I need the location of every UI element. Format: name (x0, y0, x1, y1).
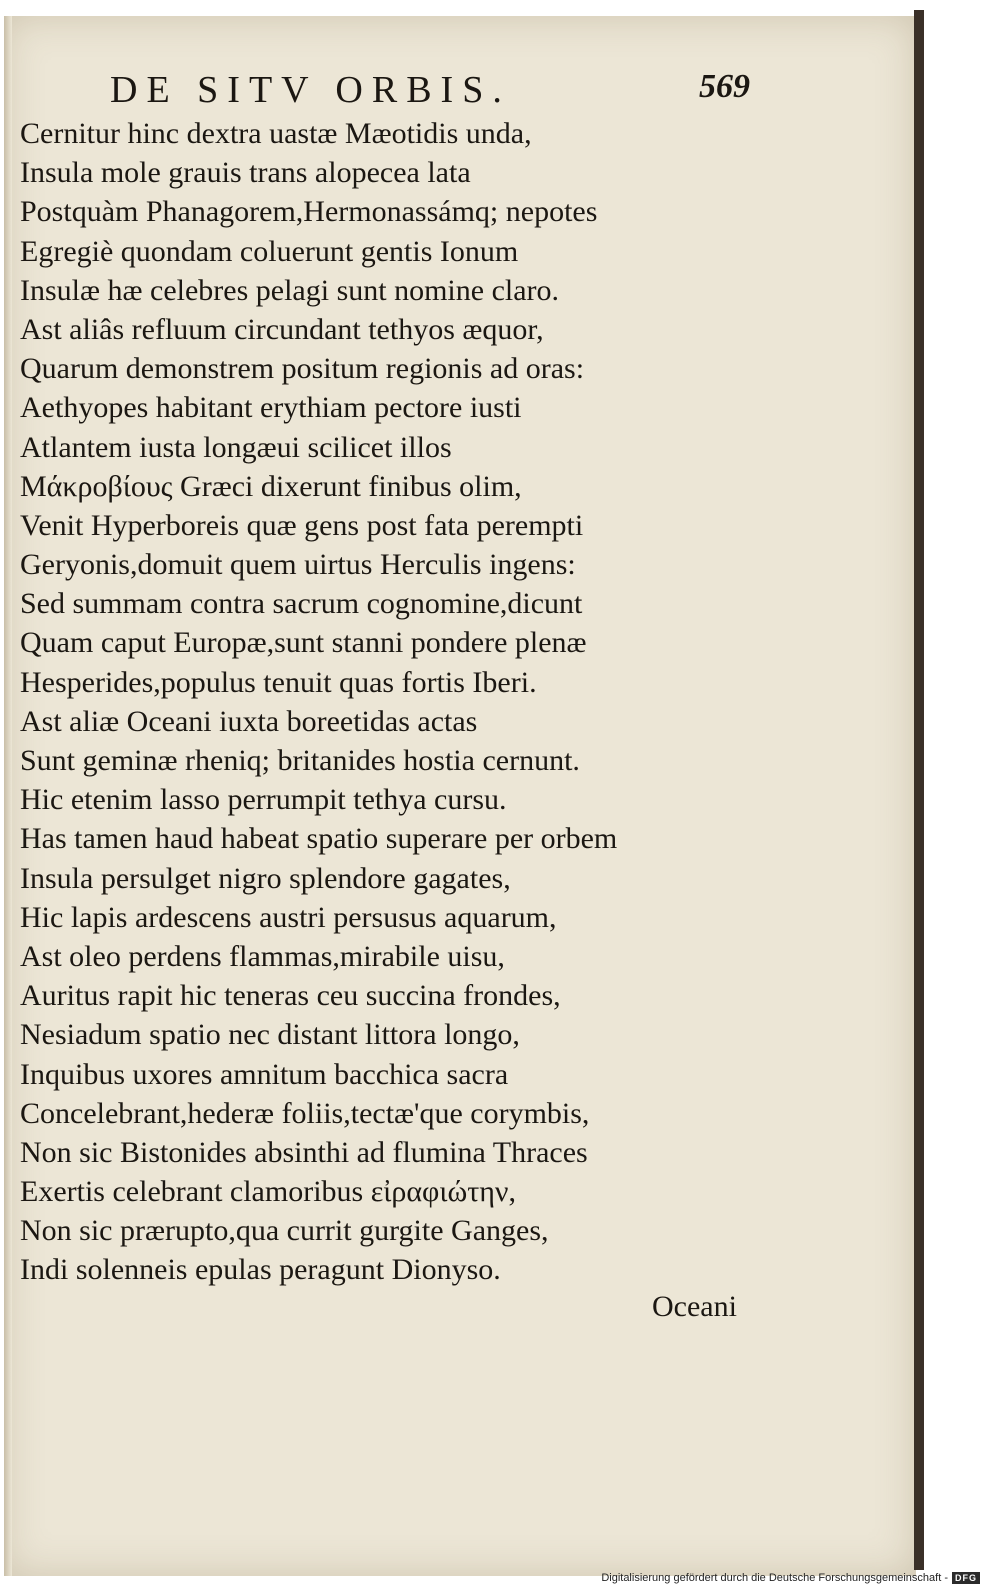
verse-line: Geryonis,domuit quem uirtus Herculis ingens: (20, 548, 576, 582)
verse-line: Venit Hyperboreis quæ gens post fata perempti (20, 508, 584, 542)
verse-line: Hic lapis ardescens austri persusus aquarum, (20, 900, 557, 934)
verse-line: Ast oleo perdens flammas,mirabile uisu, (20, 939, 505, 973)
credit-text: Digitalisierung gefördert durch die Deutsche Forschungsgemeinschaft - (601, 1572, 948, 1584)
page-fore-edge (914, 10, 924, 1570)
running-title: DE SITV ORBIS. (110, 69, 511, 111)
verse-line: Non sic prærupto,qua currit gurgite Ganges, (20, 1214, 549, 1248)
verse-list (20, 114, 780, 1290)
page-header (110, 68, 750, 116)
verse-line: Sunt geminæ rheniq; britanides hostia cernunt. (20, 744, 580, 777)
verse-line: Non sic Bistonides absinthi ad flumina Thraces (20, 1135, 588, 1169)
verse-line: Cernitur hinc dextra uastæ Mæotidis unda, (20, 117, 532, 150)
verse-line: Quarum demonstrem positum regionis ad oras: (20, 352, 585, 386)
digitization-credit (601, 1572, 980, 1584)
page-number: 569 (699, 68, 750, 105)
verse-line: Ast aliæ Oceani iuxta boreetidas actas (20, 704, 478, 738)
verse-line: Insula persulget nigro splendore gagates, (20, 861, 511, 895)
verse-line: Concelebrant,hederæ foliis,tectæ'que corymbis, (20, 1096, 590, 1130)
verse-line: Has tamen haud habeat spatio superare per orbem (20, 822, 618, 856)
page-gutter (4, 16, 12, 1576)
verse-line: Exertis celebrant clamoribus εἰραφιώτην, (20, 1175, 516, 1209)
verse-line: Aethyopes habitant erythiam pectore iusti (20, 391, 522, 425)
verse-line: Hesperides,populus tenuit quas fortis Iberi. (20, 665, 537, 699)
verse-line: Atlantem iusta longæui scilicet illos (20, 430, 452, 464)
verse-line: Auritus rapit hic teneras ceu succina frondes, (20, 979, 561, 1013)
catchword: Oceani (652, 1290, 737, 1323)
verse-line: Ast aliâs refluum circundant tethyos æquor, (20, 312, 544, 346)
verse-line: Inquibus uxores amnitum bacchica sacra (20, 1057, 509, 1091)
verse-line: Hic etenim lasso perrumpit tethya cursu. (20, 783, 507, 817)
verse-line: Quam caput Europæ,sunt stanni pondere plenæ (20, 626, 587, 660)
verse-line: Μάκροβίους Græci dixerunt finibus olim, (20, 469, 522, 503)
dfg-logo: DFG (952, 1572, 980, 1584)
verse-line: Insula mole grauis trans alopecea lata (20, 156, 471, 190)
verse-line: Nesiadum spatio nec distant littora longo, (20, 1018, 520, 1052)
verse-line: Sed summam contra sacrum cognomine,dicunt (20, 587, 583, 621)
verse-line: Insulæ hæ celebres pelagi sunt nomine claro. (20, 273, 560, 307)
verse-line: Indi solenneis epulas peragunt Dionyso. (20, 1253, 501, 1287)
verse-line: Postquàm Phanagorem,Hermonassámq; nepotes (20, 195, 598, 229)
verse-line: Egregiè quondam coluerunt gentis Ionum (20, 234, 519, 268)
